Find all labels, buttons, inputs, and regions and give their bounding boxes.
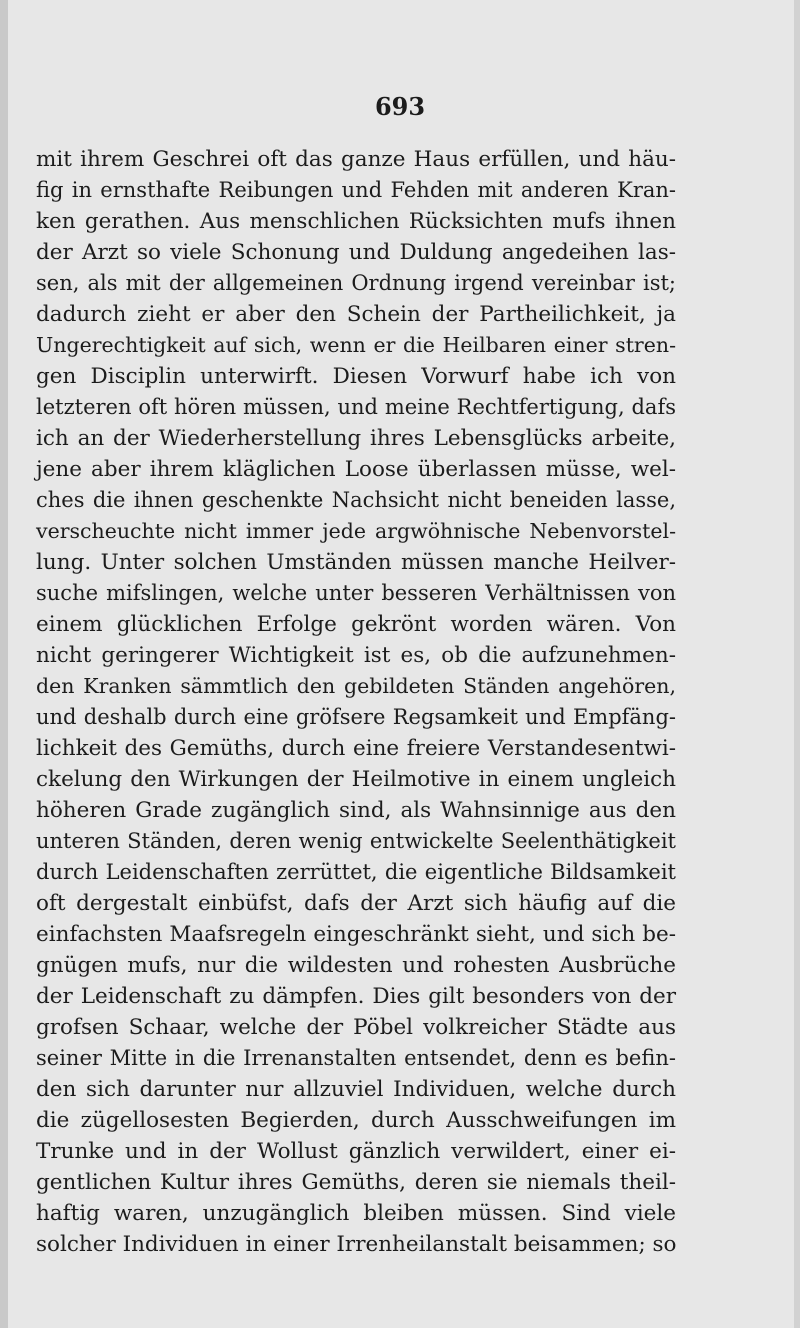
text-line: sen, als mit der allgemeinen Ordnung irgend vereinbar ist; [36,271,676,295]
text-line: der Arzt so viele Schonung und Duldung angedeihen las- [36,240,676,265]
text-line: ken gerathen. Aus menschlichen Rücksichten mufs ihnen [36,209,676,234]
text-line: den sich darunter nur allzuviel Individuen, welche durch [36,1077,676,1102]
text-line: gen Disciplin unterwirft. Diesen Vorwurf habe ich von [36,364,676,389]
text-line: die zügellosesten Begierden, durch Ausschweifungen im [36,1108,676,1133]
text-line: lung. Unter solchen Umständen müssen manche Heilver- [36,550,676,575]
text-line: verscheuchte nicht immer jede argwöhnische Nebenvorstel- [36,519,676,543]
text-line: Ungerechtigkeit auf sich, wenn er die Heilbaren einer stren- [36,333,676,357]
text-line: mit ihrem Geschrei oft das ganze Haus erfüllen, und häu- [36,147,676,172]
page-edge-left [0,0,8,1328]
text-line: unteren Ständen, deren wenig entwickelte Seelenthätigkeit [36,829,676,853]
text-line: grofsen Schaar, welche der Pöbel volkreicher Städte aus [36,1015,676,1040]
text-line: der Leidenschaft zu dämpfen. Dies gilt besonders von der [36,984,676,1009]
text-line: jene aber ihrem kläglichen Loose überlassen müsse, wel- [36,457,676,482]
text-line: einem glücklichen Erfolge gekrönt worden wären. Von [36,612,676,637]
text-line: Trunke und in der Wollust gänzlich verwildert, einer ei- [36,1139,676,1164]
text-line: suche mifslingen, welche unter besseren Verhältnissen von [36,581,676,605]
text-line: dadurch zieht er aber den Schein der Partheilichkeit, ja [36,302,676,327]
text-line: den Kranken sämmtlich den gebildeten Ständen angehören, [36,674,676,698]
text-line: ches die ihnen geschenkte Nachsicht nicht beneiden lasse, [36,488,676,512]
text-line: höheren Grade zugänglich sind, als Wahnsinnige aus den [36,798,676,823]
text-line: seiner Mitte in die Irrenanstalten entsendet, denn es befin- [36,1046,676,1070]
text-line: fig in ernsthafte Reibungen und Fehden mit anderen Kran- [36,178,676,202]
text-line: gentlichen Kultur ihres Gemüths, deren sie niemals theil- [36,1170,676,1195]
text-line: letzteren oft hören müssen, und meine Rechtfertigung, dafs [36,395,676,419]
text-line: einfachsten Maafsregeln eingeschränkt sieht, und sich be- [36,922,676,947]
body-text [36,144,676,1260]
text-line: solcher Individuen in einer Irrenheilanstalt beisammen; so [36,1232,677,1257]
text-line: haftig waren, unzugänglich bleiben müssen. Sind viele [36,1201,676,1226]
text-line: durch Leidenschaften zerrüttet, die eigentliche Bildsamkeit [36,860,676,884]
text-line: ckelung den Wirkungen der Heilmotive in einem ungleich [36,767,676,792]
page-edge-right [794,0,800,1328]
text-line: und deshalb durch eine gröfsere Regsamkeit und Empfäng- [36,705,676,729]
text-line: oft dergestalt einbüfst, dafs der Arzt sich häufig auf die [36,891,676,916]
page-number: 693 [374,92,426,121]
text-line: lichkeit des Gemüths, durch eine freiere Verstandesentwi- [36,736,676,761]
text-line: gnügen mufs, nur die wildesten und rohesten Ausbrüche [36,953,676,978]
text-line: ich an der Wiederherstellung ihres Lebensglücks arbeite, [36,426,676,451]
text-line: nicht geringerer Wichtigkeit ist es, ob die aufzunehmen- [36,643,676,668]
